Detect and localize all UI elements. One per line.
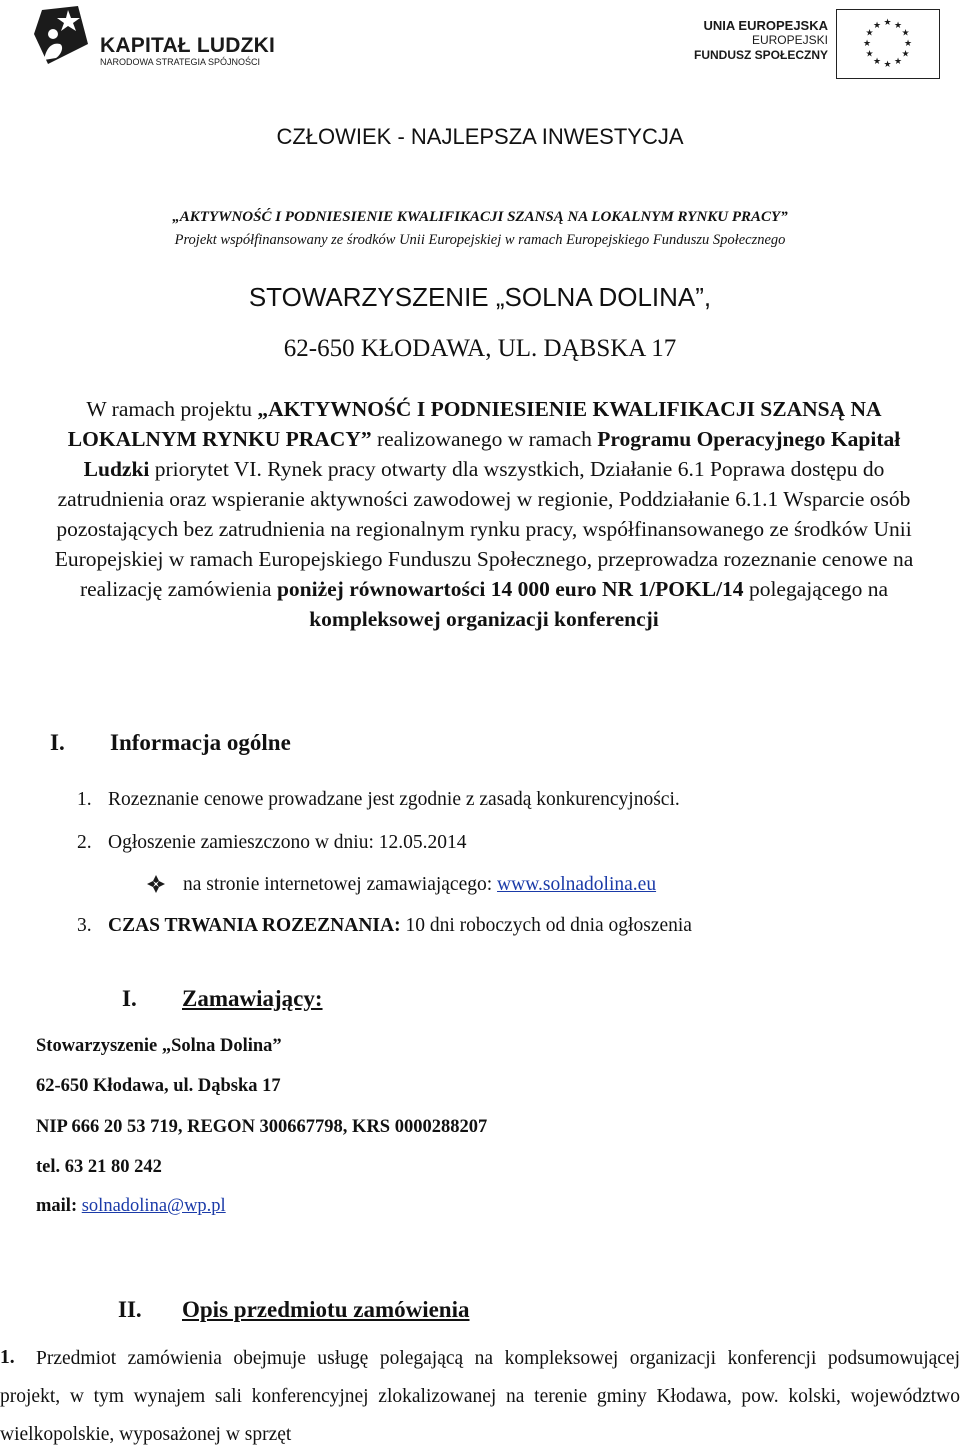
mail-label: mail: — [36, 1196, 82, 1216]
intro-threshold: poniżej równowartości 14 000 euro NR 1/POKL/14 — [276, 577, 744, 601]
section1-item1-text: Rozeznanie cenowe prowadzane jest zgodnie z zasadą konkurencyjności. — [108, 789, 680, 810]
eu-logo-line1: UNIA EUROPEJSKA — [703, 18, 828, 33]
section1-item3-label: CZAS TRWANIA ROZEZNANIA: — [108, 915, 401, 936]
diamond-bullet-icon — [146, 874, 166, 894]
svg-text:★: ★ — [903, 39, 913, 49]
section2-number: I. — [122, 986, 137, 1011]
svg-text:★: ★ — [883, 60, 892, 70]
intro-project-name: „AKTYWNOŚĆ I PODNIESIENIE KWALIFIKACJI SZANSĄ NA LOKALNYM RYNKU PRACY” — [67, 397, 882, 451]
eu-logo — [690, 6, 940, 76]
project-name: „AKTYWNOŚĆ I PODNIESIENIE KWALIFIKACJI SZANSĄ NA LOKALNYM RYNKU PRACY” — [172, 209, 788, 225]
intro-text-3: priorytet VI. Rynek pracy otwarty dla wszystkich, Działanie 6.1 Poprawa dostępu do zatrudnienia oraz wspieranie aktywności zawodowej w regionie, Poddziałanie 6.1.1 Wsparcie osób pozostających bez zatrudnienia na regionalnym rynku pracy, współfinansowanego ze środków Unii Europejskiej w ramach Europejskiego Funduszu Społecznego, przeprowadza rozeznanie cenowe na realizację zamówienia — [54, 457, 914, 601]
eu-logo-line3: FUNDUSZ SPOŁECZNY — [693, 48, 828, 62]
email-link[interactable]: solnadolina@wp.pl — [81, 1196, 226, 1216]
section2-title: Zamawiający: — [182, 986, 323, 1011]
section3-title: Opis przedmiotu zamówienia — [182, 1297, 470, 1322]
svg-text:★: ★ — [883, 18, 892, 28]
project-cofinanced: Projekt współfinansowany ze środków Unii Europejskiej w ramach Europejskiego Funduszu Społecznego — [174, 232, 786, 248]
svg-text:★: ★ — [901, 28, 910, 39]
section1-number: I. — [50, 730, 65, 755]
section1-item2-number: 2. — [77, 832, 92, 853]
section1-title: Informacja ogólne — [110, 730, 291, 755]
svg-text:★: ★ — [872, 21, 882, 31]
svg-text:★: ★ — [893, 57, 903, 67]
svg-text:★: ★ — [862, 39, 872, 49]
intro-programme: Programu Operacyjnego Kapitał Ludzki — [83, 427, 901, 481]
section1-item2-text: Ogłoszenie zamieszczono w dniu: 12.05.2014 — [108, 832, 467, 853]
section3-item1-number: 1. — [0, 1347, 15, 1368]
orderer-address: 62-650 Kłodawa, ul. Dąbska 17 — [36, 1076, 281, 1096]
organization-address: 62-650 KŁODAWA, UL. DĄBSKA 17 — [283, 335, 677, 362]
eu-flag-icon — [836, 9, 940, 79]
intro-text-1: W ramach projektu — [86, 397, 258, 421]
section1-item1-number: 1. — [77, 789, 92, 810]
orderer-phone: tel. 63 21 80 242 — [36, 1157, 162, 1177]
orderer-name: Stowarzyszenie „Solna Dolina” — [36, 1036, 282, 1056]
section1-bullet — [183, 874, 656, 896]
section1-item3-text: 10 dni roboczych od dnia ogłoszenia — [400, 915, 692, 936]
section3-number: II. — [118, 1297, 142, 1322]
section1-bullet-text: na stronie internetowej zamawiającego: — [183, 874, 498, 895]
intro-text-4: polegającego na — [743, 577, 889, 601]
kapital-ludzki-emblem-icon — [34, 4, 96, 68]
kapital-ludzki-logo — [34, 4, 294, 68]
section3-item1-text: Przedmiot zamówienia obejmuje usługę polegającą na kompleksowej organizacji konferencji podsumowującej projekt, w tym wynajem sali konferencyjnej zlokalizowanej na terenie gminy Kłodawa, pow. kolski, województwo wielkopolskie, wyposażonej w sprzęt — [0, 1348, 960, 1445]
section1-item3-number: 3. — [77, 915, 92, 936]
kapital-ludzki-title: KAPITAŁ LUDZKI — [100, 34, 276, 57]
organization-name: STOWARZYSZENIE „SOLNA DOLINA”, — [248, 282, 712, 312]
orderer-registry: NIP 666 20 53 719, REGON 300667798, KRS 0000288207 — [36, 1117, 488, 1137]
svg-text:★: ★ — [872, 57, 882, 67]
eu-logo-text — [694, 18, 828, 63]
intro-text-2: realizowanego w ramach — [371, 427, 598, 451]
svg-text:★: ★ — [865, 49, 874, 60]
intro-paragraph — [34, 394, 934, 634]
orderer-mail — [36, 1196, 226, 1217]
page-title: CZŁOWIEK - NAJLEPSZA INWESTYCJA — [276, 124, 684, 149]
svg-text:★: ★ — [865, 28, 874, 39]
eu-logo-line2: EUROPEJSKI — [751, 33, 828, 47]
svg-text:★: ★ — [901, 49, 910, 60]
website-link[interactable]: www.solnadolina.eu — [497, 874, 657, 895]
kapital-ludzki-subtitle: NARODOWA STRATEGIA SPÓJNOŚCI — [100, 57, 261, 67]
svg-text:★: ★ — [893, 21, 903, 31]
section1-item3 — [108, 915, 692, 937]
intro-subject: kompleksowej organizacji konferencji — [309, 607, 659, 631]
